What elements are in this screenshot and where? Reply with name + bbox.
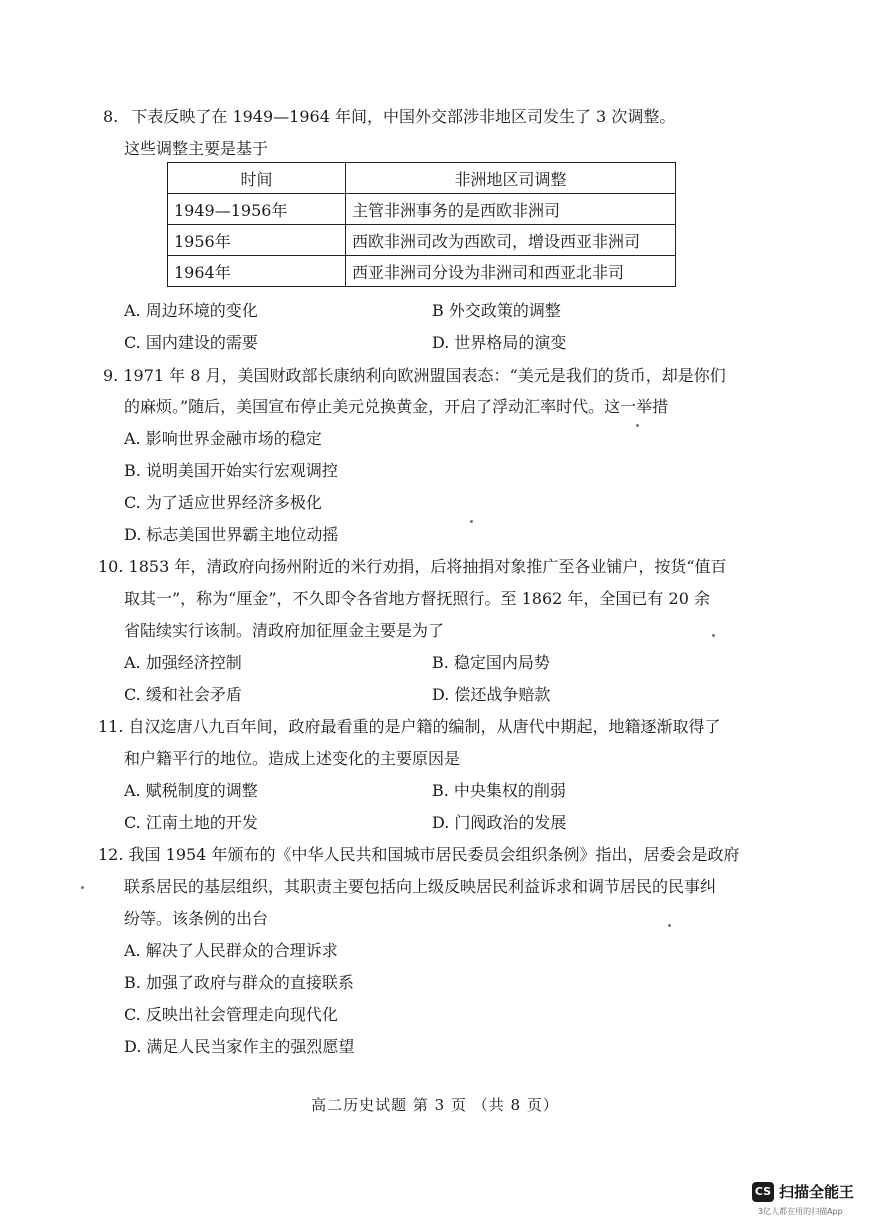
question-number: 8. [103, 107, 119, 126]
table-cell: 西亚非洲司分设为非洲司和西亚北非司 [346, 256, 676, 287]
option-a[interactable]: A. 周边环境的变化 [124, 301, 258, 320]
option-d[interactable]: D. 满足人民当家作主的强烈愿望 [124, 1037, 355, 1056]
table-cell: 1964年 [168, 256, 346, 287]
option-a[interactable]: A. 加强经济控制 [124, 653, 242, 672]
question-11-line-1 [98, 716, 721, 738]
option-c[interactable]: C. 为了适应世界经济多极化 [124, 493, 322, 512]
question-10-line-2: 取其一”，称为“厘金”，不久即令各省地方督抚照行。至 1862 年，全国已有 20 余 [124, 589, 710, 608]
question-10-line-3: 省陆续实行该制。清政府加征厘金主要是为了 [124, 621, 445, 640]
question-10-line-1 [98, 556, 727, 578]
option-c[interactable]: C. 缓和社会矛盾 [124, 685, 242, 704]
scanner-logo-icon: CS [752, 1182, 774, 1202]
question-number: 11. [98, 717, 124, 736]
question-number: 9. [103, 366, 119, 385]
table-row [168, 225, 676, 256]
scan-speck [712, 634, 715, 637]
question-text: 下表反映了在 1949—1964 年间，中国外交部涉非地区司发生了 3 次调整。 [131, 107, 676, 126]
table-cell: 1956年 [168, 225, 346, 256]
table-header: 非洲地区司调整 [346, 163, 676, 194]
table-cell: 西欧非洲司改为西欧司，增设西亚非洲司 [346, 225, 676, 256]
option-a[interactable]: A. 赋税制度的调整 [124, 781, 258, 800]
option-b[interactable]: B. 稳定国内局势 [432, 653, 550, 672]
question-11-line-2: 和户籍平行的地位。造成上述变化的主要原因是 [124, 749, 461, 768]
table-row [168, 256, 676, 287]
scan-speck [636, 424, 639, 427]
option-b[interactable]: B. 加强了政府与群众的直接联系 [124, 973, 354, 992]
option-d[interactable]: D. 偿还战争赔款 [432, 685, 551, 704]
question-text: 我国 1954 年颁布的《中华人民共和国城市居民委员会组织条例》指出，居委会是政府 [128, 845, 740, 864]
option-a[interactable]: A. 影响世界金融市场的稳定 [124, 429, 322, 448]
question-9-line-2: 的麻烦。”随后，美国宣布停止美元兑换黄金，开启了浮动汇率时代。这一举措 [124, 397, 669, 416]
question-12-line-3: 纷等。该条例的出台 [124, 909, 269, 928]
scan-speck [668, 924, 671, 927]
question-9-line-1 [103, 365, 726, 387]
question-12-line-1 [98, 844, 739, 866]
question-8-line-2: 这些调整主要是基于 [124, 139, 269, 158]
question-number: 10. [98, 557, 124, 576]
scanner-app-name: 扫描全能王 [779, 1183, 855, 1201]
question-text: 1971 年 8 月，美国财政部长康纳利向欧洲盟国表态：“美元是我们的货币，却是你们 [123, 366, 726, 385]
option-b[interactable]: B 外交政策的调整 [432, 301, 561, 320]
option-d[interactable]: D. 门阀政治的发展 [432, 813, 567, 832]
option-d[interactable]: D. 标志美国世界霸主地位动摇 [124, 525, 339, 544]
question-number: 12. [98, 845, 124, 864]
scanner-watermark [752, 1182, 857, 1222]
option-d[interactable]: D. 世界格局的演变 [432, 333, 567, 352]
option-b[interactable]: B. 中央集权的削弱 [432, 781, 566, 800]
option-b[interactable]: B. 说明美国开始实行宏观调控 [124, 461, 338, 480]
question-8-line-1 [103, 106, 675, 128]
question-text: 自汉迄唐八九百年间，政府最看重的是户籍的编制，从唐代中期起，地籍逐渐取得了 [128, 717, 721, 736]
department-adjustment-table [167, 162, 676, 287]
table-header: 时间 [168, 163, 346, 194]
option-c[interactable]: C. 国内建设的需要 [124, 333, 258, 352]
question-12-line-2: 联系居民的基层组织，其职责主要包括向上级反映居民利益诉求和调节居民的民事纠 [124, 877, 717, 896]
scan-speck [81, 886, 84, 889]
table-row [168, 194, 676, 225]
table-cell: 主管非洲事务的是西欧非洲司 [346, 194, 676, 225]
option-c[interactable]: C. 反映出社会管理走向现代化 [124, 1005, 338, 1024]
question-text: 1853 年，清政府向扬州附近的米行劝捐，后将抽捐对象推广至各业铺户，按货“值百 [128, 557, 727, 576]
scan-speck [470, 520, 473, 523]
table-cell: 1949—1956年 [168, 194, 346, 225]
option-a[interactable]: A. 解决了人民群众的合理诉求 [124, 941, 338, 960]
table-header-row [168, 163, 676, 194]
scanner-tagline: 3亿人都在用的扫描App [758, 1207, 843, 1216]
option-c[interactable]: C. 江南土地的开发 [124, 813, 258, 832]
page-footer: 高二历史试题 第 3 页 （共 8 页） [311, 1096, 559, 1114]
